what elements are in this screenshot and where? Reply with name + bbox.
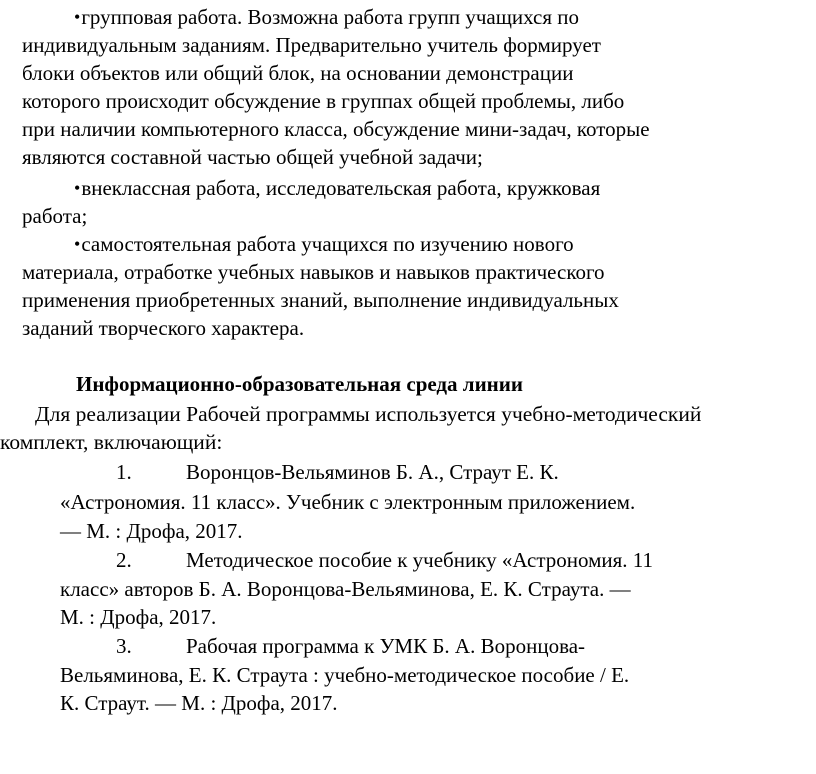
bullet-icon: • [74,178,81,198]
list-item-number: 3. [116,634,132,658]
bullet-text: групповая работа. Возможна работа групп учащихся по [81,5,580,29]
bullet-icon: • [74,234,81,254]
bullet-item-line: заданий творческого характера. [22,316,305,340]
intro-line: комплект, включающий: [0,430,223,454]
bullet-item-line: индивидуальным заданиям. Предварительно учитель формирует [22,33,601,57]
list-item-line: «Астрономия. 11 класс». Учебник с электронным приложением. [60,490,636,514]
list-item-number: 1. [116,460,132,484]
bullet-text: самостоятельная работа учащихся по изучению нового [81,232,574,256]
list-item-line: М. : Дрофа, 2017. [60,605,217,629]
list-item-number: 2. [116,548,132,572]
bullet-item-line [74,175,600,201]
bullet-item-line [74,231,574,257]
list-item-line: Методическое пособие к учебнику «Астрономия. 11 [186,548,653,572]
list-item-line: Рабочая программа к УМК Б. А. Воронцова- [186,634,586,658]
bullet-item-line [74,4,579,30]
section-heading: Информационно-образовательная среда линии [76,372,523,396]
bullet-item-line: материала, отработке учебных навыков и навыков практического [22,260,605,284]
bullet-item-line: являются составной частью общей учебной задачи; [22,145,483,169]
list-item-line: — М. : Дрофа, 2017. [60,519,243,543]
bullet-text: внеклассная работа, исследовательская работа, кружковая [81,176,601,200]
intro-line: Для реализации Рабочей программы используется учебно-методический [35,402,702,426]
list-item-line: К. Страут. — М. : Дрофа, 2017. [60,691,338,715]
list-item-line: Вельяминова, Е. К. Страута : учебно-методическое пособие / Е. [60,663,630,687]
list-item-line: класс» авторов Б. А. Воронцова-Вельяминова, Е. К. Страута. — [60,577,631,601]
list-item-line: Воронцов-Вельяминов Б. А., Страут Е. К. [186,460,559,484]
bullet-item-line: работа; [22,204,88,228]
bullet-icon: • [74,7,81,27]
bullet-item-line: которого происходит обсуждение в группах общей проблемы, либо [22,89,625,113]
bullet-item-line: применения приобретенных знаний, выполнение индивидуальных [22,288,619,312]
bullet-item-line: при наличии компьютерного класса, обсуждение мини-задач, которые [22,117,650,141]
bullet-item-line: блоки объектов или общий блок, на основании демонстрации [22,61,574,85]
